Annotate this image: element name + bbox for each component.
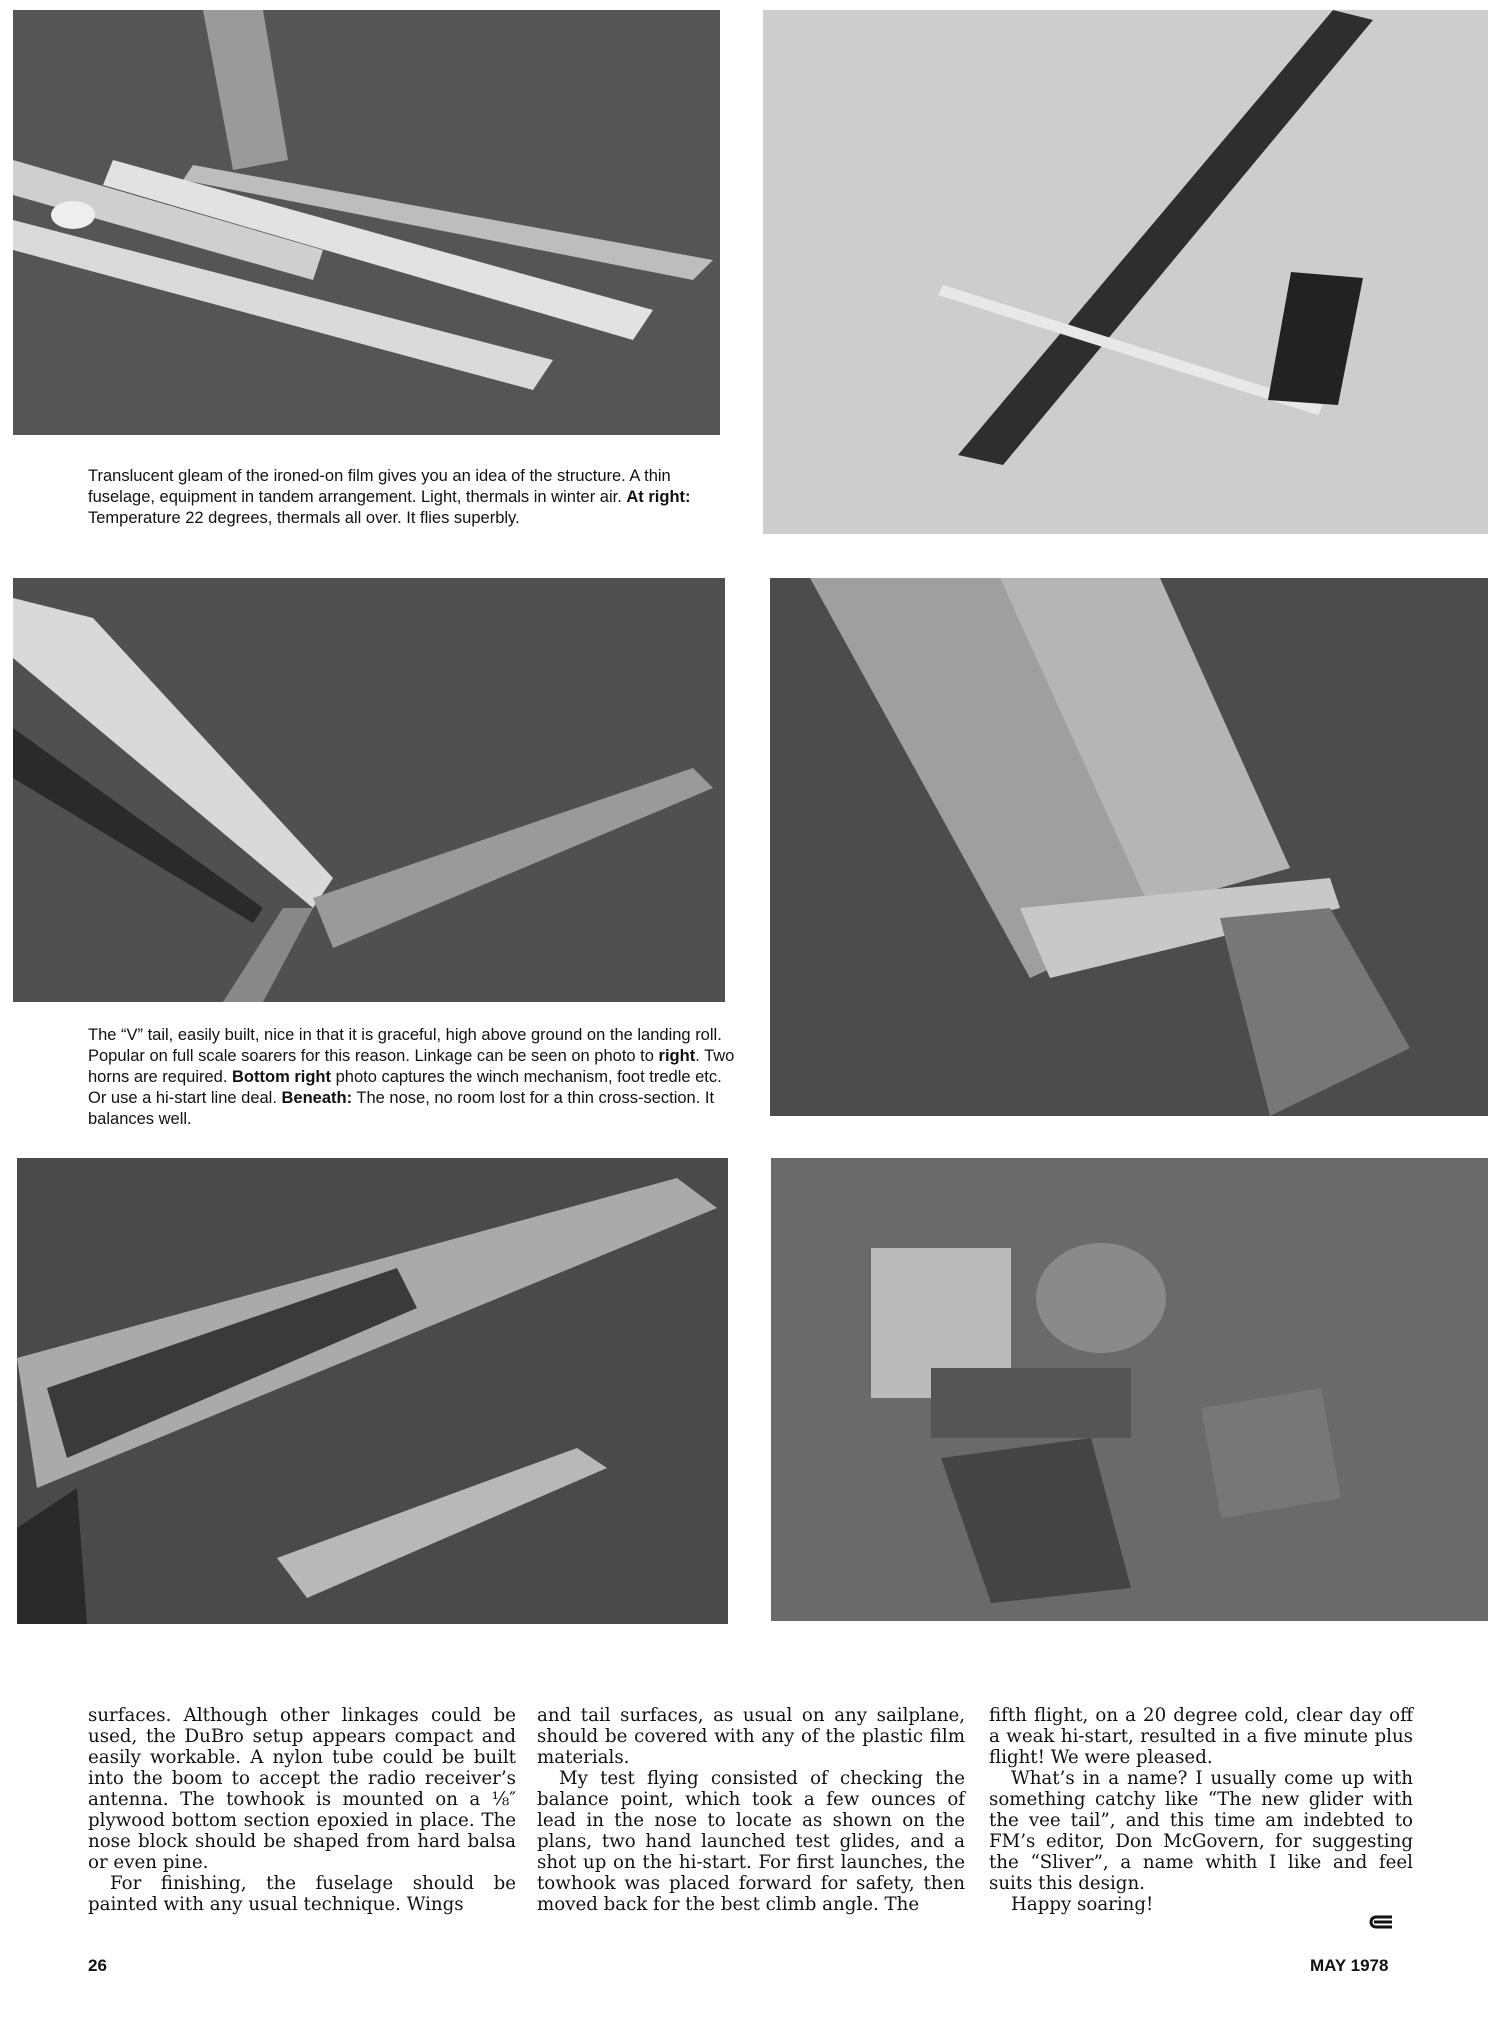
photo-winch (771, 1158, 1488, 1621)
caption-top: Translucent gleam of the ironed-on film gives you an idea of the structure. A thin fuselage, equipment in tandem arrangement. Light, thermals in winter air. At right: Temperature 22 degrees, thermals all over. It flies superbly. (88, 467, 691, 527)
photo-tail-linkage (770, 578, 1488, 1116)
text-column-3: fifth flight, on a 20 degree cold, clear day off a weak hi-start, resulted in a five minute plus flight! We were pleased. What’s in a name? I usually come up with something catchy like “The new glider with the vee tail”, and this time am indebted to FM’s editor, Don McGovern, for suggesting the “Sliver”, a name whith I like and feel suits this design. Happy soaring! (989, 1705, 1413, 1915)
issue-date: MAY 1978 (1310, 1956, 1389, 1975)
photo-v-tail (13, 578, 725, 1002)
fm-end-mark-icon (1368, 1914, 1394, 1930)
photo-fuselage-nose (17, 1158, 728, 1624)
photo-glider-in-flight (763, 10, 1488, 534)
text-column-1: surfaces. Although other linkages could be used, the DuBro setup appears compact and easily workable. A nylon tube could be built into the boom to accept the radio receiver’s antenna. The towhook is mounted on a ⅛″ plywood bottom section epoxied in place. The nose block should be shaped from hard balsa or even pine. For finishing, the fuselage should be painted with any usual technique. Wings (88, 1705, 516, 1915)
caption-middle: The “V” tail, easily built, nice in that it is graceful, high above ground on the landing roll. Popular on full scale soarers for this reason. Linkage can be seen on photo to right. Two horns are required. Bottom right photo captures the winch mechanism, foot tredle etc. Or use a hi-start line deal. Beneath: The nose, no room lost for a thin cross-section. It balances well. (88, 1026, 735, 1128)
text-column-2: and tail surfaces, as usual on any sailplane, should be covered with any of the plastic film materials. My test flying consisted of checking the balance point, which took a few ounces of lead in the nose to locate as shown on the plans, two hand launched test glides, and a shot up on the hi-start. For first launches, the towhook was placed forward for safety, then moved back for the best climb angle. The (537, 1705, 965, 1915)
page-number: 26 (88, 1956, 107, 1975)
photo-glider-parts (13, 10, 720, 435)
